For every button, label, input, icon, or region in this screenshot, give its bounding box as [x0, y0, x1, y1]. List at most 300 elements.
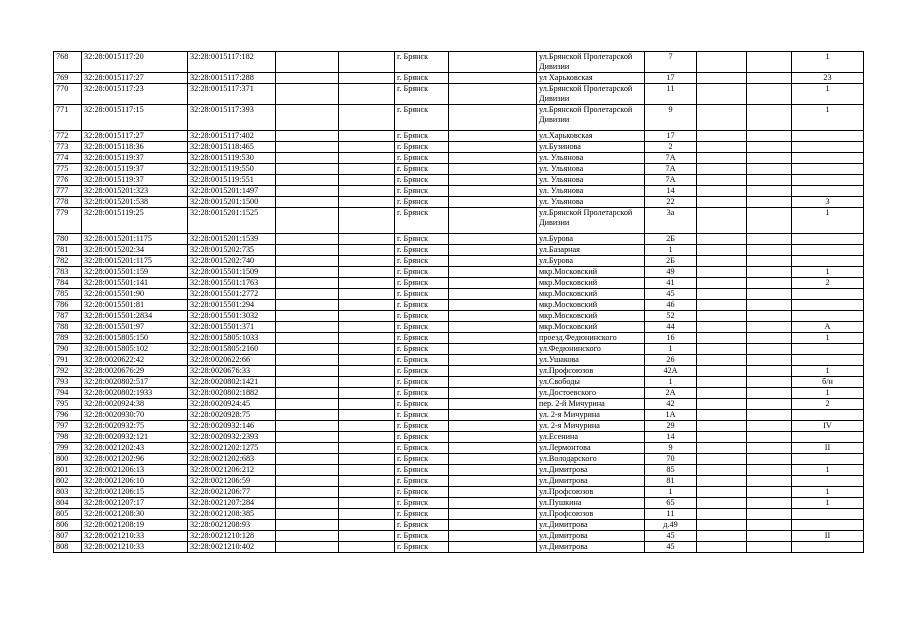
empty-cell: [339, 245, 395, 256]
house-number-cell: 22: [645, 197, 697, 208]
empty-cell: [697, 509, 747, 520]
unit-cell: II: [792, 531, 864, 542]
cadastral-number-cell: 32:28:0021202:1275: [188, 443, 276, 454]
unit-cell: II: [792, 443, 864, 454]
city-cell: г. Брянск: [395, 476, 449, 487]
unit-cell: 3: [792, 197, 864, 208]
table-row: [54, 289, 864, 300]
empty-cell: [449, 164, 537, 175]
unit-cell: IV: [792, 421, 864, 432]
empty-cell: [449, 84, 537, 105]
empty-cell: [747, 410, 792, 421]
street-cell: ул.Достоевского: [537, 388, 645, 399]
city-cell: г. Брянск: [395, 105, 449, 131]
empty-cell: [747, 84, 792, 105]
row-number-cell: 769: [54, 73, 82, 84]
empty-cell: [449, 245, 537, 256]
empty-cell: [276, 377, 339, 388]
city-cell: г. Брянск: [395, 542, 449, 553]
row-number-cell: 792: [54, 366, 82, 377]
unit-cell: [792, 300, 864, 311]
table-row: [54, 344, 864, 355]
cadastral-quarter-cell: 32:28:0015119:37: [82, 153, 188, 164]
empty-cell: [339, 234, 395, 245]
unit-cell: А: [792, 322, 864, 333]
cadastral-quarter-cell: 32:28:0021206:13: [82, 465, 188, 476]
cadastral-quarter-cell: 32:28:0020932:75: [82, 421, 188, 432]
empty-cell: [449, 175, 537, 186]
city-cell: г. Брянск: [395, 311, 449, 322]
empty-cell: [449, 267, 537, 278]
empty-cell: [276, 498, 339, 509]
row-number-cell: 771: [54, 105, 82, 131]
empty-cell: [449, 498, 537, 509]
unit-cell: [792, 153, 864, 164]
cadastral-number-cell: 32:28:0020932:146: [188, 421, 276, 432]
street-cell: ул.Пушкина: [537, 498, 645, 509]
empty-cell: [697, 300, 747, 311]
cadastral-number-cell: 32:28:0015501:371: [188, 322, 276, 333]
table-row: [54, 432, 864, 443]
house-number-cell: 7А: [645, 153, 697, 164]
row-number-cell: 776: [54, 175, 82, 186]
city-cell: г. Брянск: [395, 443, 449, 454]
empty-cell: [339, 256, 395, 267]
cadastral-number-cell: 32:28:0015117:371: [188, 84, 276, 105]
unit-cell: [792, 186, 864, 197]
empty-cell: [276, 105, 339, 131]
city-cell: г. Брянск: [395, 52, 449, 73]
empty-cell: [276, 465, 339, 476]
cadastral-quarter-cell: 32:28:0020802:517: [82, 377, 188, 388]
empty-cell: [276, 256, 339, 267]
house-number-cell: 85: [645, 465, 697, 476]
empty-cell: [449, 432, 537, 443]
unit-cell: б/н: [792, 377, 864, 388]
street-cell: мкр.Московский: [537, 267, 645, 278]
empty-cell: [276, 410, 339, 421]
street-cell: ул.Димитрова: [537, 542, 645, 553]
street-cell: ул.Профсоюзов: [537, 509, 645, 520]
street-cell: ул.Бурова: [537, 234, 645, 245]
cadastral-quarter-cell: 32:28:0015118:36: [82, 142, 188, 153]
house-number-cell: 7А: [645, 164, 697, 175]
empty-cell: [276, 142, 339, 153]
city-cell: г. Брянск: [395, 186, 449, 197]
empty-cell: [339, 388, 395, 399]
cadastral-number-cell: 32:28:0015117:393: [188, 105, 276, 131]
house-number-cell: 42: [645, 399, 697, 410]
row-number-cell: 803: [54, 487, 82, 498]
row-number-cell: 793: [54, 377, 82, 388]
empty-cell: [697, 267, 747, 278]
empty-cell: [697, 256, 747, 267]
empty-cell: [449, 465, 537, 476]
house-number-cell: 45: [645, 531, 697, 542]
street-cell: ул.Димитрова: [537, 465, 645, 476]
empty-cell: [747, 311, 792, 322]
table-row: [54, 531, 864, 542]
empty-cell: [697, 73, 747, 84]
empty-cell: [339, 289, 395, 300]
empty-cell: [747, 388, 792, 399]
unit-cell: 1: [792, 465, 864, 476]
street-cell: ул.Лермонтова: [537, 443, 645, 454]
city-cell: г. Брянск: [395, 84, 449, 105]
street-cell: ул.Брянской Пролетарской Дивизии: [537, 208, 645, 234]
cadastral-number-cell: 32:28:0015201:1525: [188, 208, 276, 234]
cadastral-quarter-cell: 32:28:0015117:23: [82, 84, 188, 105]
empty-cell: [449, 131, 537, 142]
empty-cell: [697, 465, 747, 476]
empty-cell: [276, 542, 339, 553]
empty-cell: [747, 355, 792, 366]
empty-cell: [697, 476, 747, 487]
table-row: [54, 388, 864, 399]
empty-cell: [697, 153, 747, 164]
empty-cell: [339, 531, 395, 542]
table-row: [54, 410, 864, 421]
empty-cell: [276, 432, 339, 443]
unit-cell: [792, 131, 864, 142]
empty-cell: [276, 322, 339, 333]
row-number-cell: 790: [54, 344, 82, 355]
cadastral-number-cell: 32:28:0015117:182: [188, 52, 276, 73]
table-row: [54, 333, 864, 344]
empty-cell: [449, 322, 537, 333]
street-cell: ул.Брянской Пролетарской Дивизии: [537, 52, 645, 73]
street-cell: ул.Федюнинского: [537, 344, 645, 355]
unit-cell: 1: [792, 52, 864, 73]
empty-cell: [339, 311, 395, 322]
empty-cell: [276, 311, 339, 322]
table-row: [54, 73, 864, 84]
unit-cell: [792, 454, 864, 465]
cadastral-number-cell: 32:28:0015501:1509: [188, 267, 276, 278]
cadastral-number-cell: 32:28:0015201:1500: [188, 197, 276, 208]
empty-cell: [747, 509, 792, 520]
empty-cell: [449, 509, 537, 520]
row-number-cell: 779: [54, 208, 82, 234]
street-cell: ул. Ульянова: [537, 153, 645, 164]
city-cell: г. Брянск: [395, 197, 449, 208]
cadastral-quarter-cell: 32:28:0015201:1175: [82, 256, 188, 267]
empty-cell: [747, 322, 792, 333]
house-number-cell: 49: [645, 267, 697, 278]
empty-cell: [697, 388, 747, 399]
cadastral-quarter-cell: 32:28:0015117:15: [82, 105, 188, 131]
cadastral-number-cell: 32:28:0015119:530: [188, 153, 276, 164]
empty-cell: [747, 344, 792, 355]
table-row: [54, 208, 864, 234]
city-cell: г. Брянск: [395, 432, 449, 443]
unit-cell: 1: [792, 267, 864, 278]
street-cell: мкр.Московский: [537, 300, 645, 311]
row-number-cell: 782: [54, 256, 82, 267]
empty-cell: [747, 197, 792, 208]
city-cell: г. Брянск: [395, 366, 449, 377]
house-number-cell: 1: [645, 377, 697, 388]
city-cell: г. Брянск: [395, 245, 449, 256]
empty-cell: [747, 278, 792, 289]
empty-cell: [339, 366, 395, 377]
house-number-cell: 45: [645, 289, 697, 300]
empty-cell: [339, 377, 395, 388]
empty-cell: [276, 278, 339, 289]
empty-cell: [339, 476, 395, 487]
empty-cell: [697, 355, 747, 366]
empty-cell: [697, 399, 747, 410]
house-number-cell: 81: [645, 476, 697, 487]
table-row: [54, 256, 864, 267]
empty-cell: [339, 186, 395, 197]
unit-cell: 1: [792, 498, 864, 509]
row-number-cell: 774: [54, 153, 82, 164]
cadastral-quarter-cell: 32:28:0015117:20: [82, 52, 188, 73]
table-row: [54, 131, 864, 142]
empty-cell: [449, 52, 537, 73]
empty-cell: [339, 399, 395, 410]
cadastral-quarter-cell: 32:28:0015119:37: [82, 175, 188, 186]
city-cell: г. Брянск: [395, 355, 449, 366]
empty-cell: [276, 344, 339, 355]
empty-cell: [697, 432, 747, 443]
street-cell: ул.Базарная: [537, 245, 645, 256]
row-number-cell: 781: [54, 245, 82, 256]
street-cell: ул.Бурова: [537, 256, 645, 267]
table-row: [54, 84, 864, 105]
empty-cell: [449, 300, 537, 311]
empty-cell: [276, 84, 339, 105]
empty-cell: [339, 208, 395, 234]
empty-cell: [697, 289, 747, 300]
city-cell: г. Брянск: [395, 164, 449, 175]
row-number-cell: 808: [54, 542, 82, 553]
cadastral-number-cell: 32:28:0015119:551: [188, 175, 276, 186]
empty-cell: [276, 164, 339, 175]
city-cell: г. Брянск: [395, 131, 449, 142]
empty-cell: [339, 175, 395, 186]
empty-cell: [697, 197, 747, 208]
empty-cell: [747, 498, 792, 509]
empty-cell: [747, 454, 792, 465]
empty-cell: [339, 322, 395, 333]
house-number-cell: 9: [645, 443, 697, 454]
empty-cell: [697, 52, 747, 73]
empty-cell: [449, 531, 537, 542]
cadastral-quarter-cell: 32:28:0015501:159: [82, 267, 188, 278]
empty-cell: [339, 432, 395, 443]
table-row: [54, 186, 864, 197]
house-number-cell: 17: [645, 73, 697, 84]
empty-cell: [449, 311, 537, 322]
empty-cell: [747, 234, 792, 245]
unit-cell: [792, 289, 864, 300]
unit-cell: 1: [792, 487, 864, 498]
cadastral-quarter-cell: 32:28:0021208:19: [82, 520, 188, 531]
cadastral-quarter-cell: 32:28:0015202:34: [82, 245, 188, 256]
empty-cell: [697, 131, 747, 142]
empty-cell: [747, 542, 792, 553]
cadastral-number-cell: 32:28:0015202:735: [188, 245, 276, 256]
cadastral-number-cell: 32:28:0020676:33: [188, 366, 276, 377]
city-cell: г. Брянск: [395, 531, 449, 542]
empty-cell: [697, 421, 747, 432]
unit-cell: 2: [792, 278, 864, 289]
empty-cell: [449, 186, 537, 197]
empty-cell: [276, 153, 339, 164]
cadastral-number-cell: 32:28:0015201:1539: [188, 234, 276, 245]
empty-cell: [449, 377, 537, 388]
row-number-cell: 800: [54, 454, 82, 465]
house-number-cell: 29: [645, 421, 697, 432]
cadastral-quarter-cell: 32:28:0015119:37: [82, 164, 188, 175]
empty-cell: [747, 300, 792, 311]
house-number-cell: 46: [645, 300, 697, 311]
empty-cell: [276, 355, 339, 366]
house-number-cell: 11: [645, 84, 697, 105]
house-number-cell: 42А: [645, 366, 697, 377]
row-number-cell: 806: [54, 520, 82, 531]
cadastral-quarter-cell: 32:28:0015201:1175: [82, 234, 188, 245]
cadastral-quarter-cell: 32:28:0015501:90: [82, 289, 188, 300]
empty-cell: [449, 366, 537, 377]
empty-cell: [449, 289, 537, 300]
unit-cell: [792, 164, 864, 175]
empty-cell: [747, 105, 792, 131]
empty-cell: [747, 73, 792, 84]
city-cell: г. Брянск: [395, 73, 449, 84]
city-cell: г. Брянск: [395, 278, 449, 289]
unit-cell: 1: [792, 333, 864, 344]
row-number-cell: 799: [54, 443, 82, 454]
empty-cell: [276, 131, 339, 142]
empty-cell: [339, 487, 395, 498]
empty-cell: [697, 498, 747, 509]
table-row: [54, 311, 864, 322]
city-cell: г. Брянск: [395, 399, 449, 410]
street-cell: ул. Ульянова: [537, 164, 645, 175]
empty-cell: [449, 520, 537, 531]
table-row: [54, 300, 864, 311]
house-number-cell: 11: [645, 509, 697, 520]
table-row: [54, 52, 864, 73]
row-number-cell: 801: [54, 465, 82, 476]
cadastral-number-cell: 32:28:0015805:1033: [188, 333, 276, 344]
street-cell: ул.Профсоюзов: [537, 487, 645, 498]
empty-cell: [276, 333, 339, 344]
empty-cell: [276, 186, 339, 197]
empty-cell: [449, 454, 537, 465]
empty-cell: [276, 52, 339, 73]
empty-cell: [747, 289, 792, 300]
cadastral-quarter-cell: 32:28:0020924:38: [82, 399, 188, 410]
empty-cell: [747, 153, 792, 164]
empty-cell: [747, 175, 792, 186]
table-row: [54, 509, 864, 520]
empty-cell: [449, 256, 537, 267]
cadastral-quarter-cell: 32:28:0020802:1933: [82, 388, 188, 399]
house-number-cell: 3а: [645, 208, 697, 234]
city-cell: г. Брянск: [395, 289, 449, 300]
empty-cell: [339, 84, 395, 105]
empty-cell: [339, 465, 395, 476]
empty-cell: [697, 175, 747, 186]
empty-cell: [747, 131, 792, 142]
empty-cell: [449, 105, 537, 131]
unit-cell: 2: [792, 399, 864, 410]
street-cell: ул. Ульянова: [537, 186, 645, 197]
empty-cell: [339, 410, 395, 421]
street-cell: ул Харьковская: [537, 73, 645, 84]
unit-cell: 1: [792, 84, 864, 105]
unit-cell: 1: [792, 105, 864, 131]
empty-cell: [449, 443, 537, 454]
row-number-cell: 789: [54, 333, 82, 344]
unit-cell: [792, 245, 864, 256]
cadastral-number-cell: 32:28:0020622:66: [188, 355, 276, 366]
city-cell: г. Брянск: [395, 300, 449, 311]
house-number-cell: 9: [645, 105, 697, 131]
house-number-cell: 2А: [645, 388, 697, 399]
street-cell: ул. 2-я Мичурина: [537, 421, 645, 432]
empty-cell: [697, 245, 747, 256]
row-number-cell: 768: [54, 52, 82, 73]
empty-cell: [276, 289, 339, 300]
empty-cell: [276, 197, 339, 208]
empty-cell: [339, 509, 395, 520]
empty-cell: [449, 333, 537, 344]
city-cell: г. Брянск: [395, 421, 449, 432]
table-row: [54, 421, 864, 432]
empty-cell: [339, 454, 395, 465]
cadastral-quarter-cell: 32:28:0015805:102: [82, 344, 188, 355]
row-number-cell: 797: [54, 421, 82, 432]
street-cell: мкр.Московский: [537, 278, 645, 289]
empty-cell: [276, 245, 339, 256]
empty-cell: [747, 443, 792, 454]
empty-cell: [449, 344, 537, 355]
empty-cell: [449, 542, 537, 553]
cadastral-quarter-cell: 32:28:0015117:27: [82, 73, 188, 84]
cadastral-number-cell: 32:28:0021208:93: [188, 520, 276, 531]
empty-cell: [697, 322, 747, 333]
house-number-cell: 14: [645, 186, 697, 197]
empty-cell: [276, 454, 339, 465]
table-row: [54, 153, 864, 164]
empty-cell: [339, 355, 395, 366]
house-number-cell: 41: [645, 278, 697, 289]
street-cell: ул.Димитрова: [537, 476, 645, 487]
empty-cell: [339, 105, 395, 131]
city-cell: г. Брянск: [395, 388, 449, 399]
table-row: [54, 454, 864, 465]
table-row: [54, 520, 864, 531]
cadastral-number-cell: 32:28:0021206:77: [188, 487, 276, 498]
empty-cell: [276, 443, 339, 454]
empty-cell: [276, 175, 339, 186]
empty-cell: [697, 311, 747, 322]
cadastral-number-cell: 32:28:0015119:550: [188, 164, 276, 175]
row-number-cell: 778: [54, 197, 82, 208]
empty-cell: [339, 278, 395, 289]
city-cell: г. Брянск: [395, 454, 449, 465]
empty-cell: [747, 52, 792, 73]
cadastral-number-cell: 32:28:0015117:288: [188, 73, 276, 84]
house-number-cell: 1: [645, 245, 697, 256]
table-row: [54, 322, 864, 333]
empty-cell: [697, 164, 747, 175]
